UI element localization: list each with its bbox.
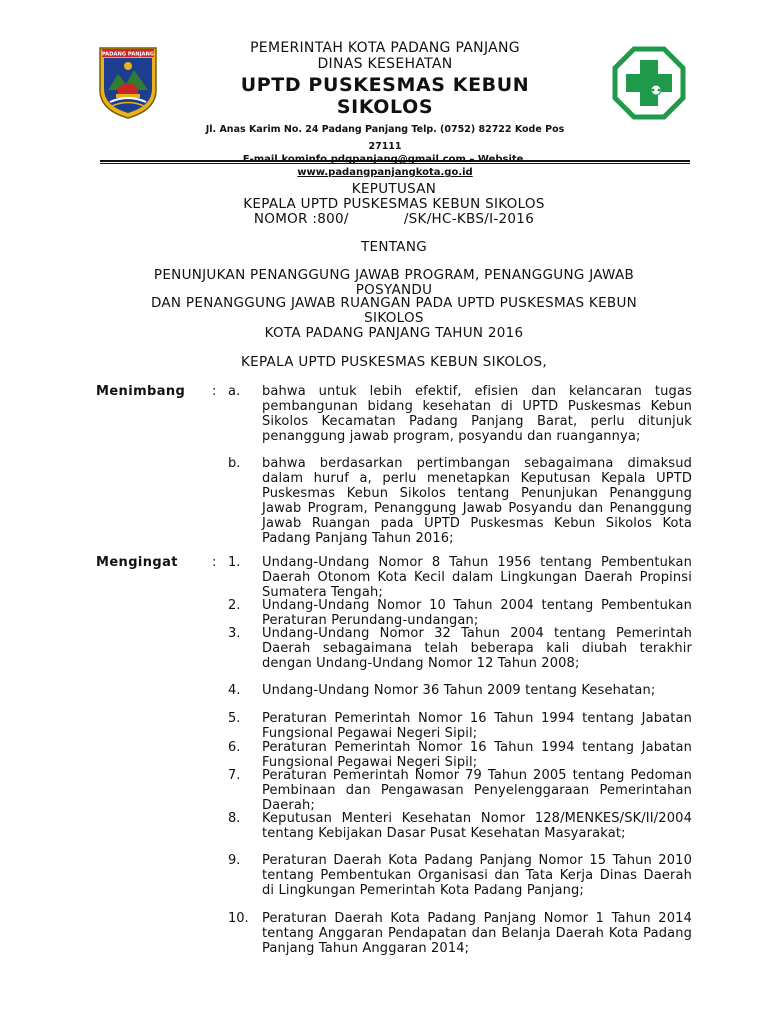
decree-number: NOMOR :800/ /SK/HC-KBS/I-2016 bbox=[253, 211, 535, 227]
item-text: Peraturan Pemerintah Nomor 79 Tahun 2005 tentang Pedoman Pembinaan dan Pengawasan Penyelenggaraan Pemerintahan Daerah; bbox=[262, 768, 692, 813]
item-text: Keputusan Menteri Kesehatan Nomor 128/MENKES/SK/II/2004 tentang Kebijakan Dasar Pusat Kesehatan Masyarakat; bbox=[262, 811, 692, 841]
item-marker: b. bbox=[228, 456, 241, 471]
letterhead-rule-thin bbox=[100, 163, 690, 164]
department-name: DINAS KESEHATAN bbox=[317, 56, 453, 72]
website-separator: – Website. bbox=[465, 154, 528, 165]
item-text: bahwa berdasarkan pertimbangan sebagaimana dimaksud dalam huruf a, perlu menetapkan Keputusan Kepala UPTD Puskesmas Kebun Sikolos tentang Penunjukan Penanggung Jawab Program, Penanggung Jawab Posyandu dan Penanggung Jawab Ruangan pada UPTD Puskesmas Kebun Sikolos Kota Padang Panjang Tahun 2016; bbox=[262, 456, 692, 546]
address-line: Jl. Anas Karim No. 24 Padang Panjang Telp. (0752) 82722 Kode Pos bbox=[205, 124, 565, 135]
item-marker: 10. bbox=[228, 911, 249, 926]
item-marker: a. bbox=[228, 384, 241, 399]
decree-issuer: KEPALA UPTD PUSKESMAS KEBUN SIKOLOS bbox=[243, 196, 545, 212]
item-text: Peraturan Pemerintah Nomor 16 Tahun 1994 tentang Jabatan Fungsional Pegawai Negeri Sipil; bbox=[262, 740, 692, 770]
item-text: Undang-Undang Nomor 32 Tahun 2004 tentang Pemerintah Daerah sebagaimana telah beberapa kali diubah terakhir dengan Undang-Undang Nomor 12 Tahun 2008; bbox=[262, 626, 692, 671]
item-marker: 9. bbox=[228, 853, 241, 868]
padang-panjang-emblem bbox=[96, 44, 160, 120]
item-marker: 2. bbox=[228, 598, 241, 613]
decree-subject-5: KOTA PADANG PANJANG TAHUN 2016 bbox=[264, 325, 524, 341]
svg-text:PADANG PANJANG: PADANG PANJANG bbox=[101, 51, 155, 58]
item-marker: 1. bbox=[228, 555, 241, 570]
item-marker: 4. bbox=[228, 683, 241, 698]
decree-subject-2: POSYANDU bbox=[355, 282, 433, 298]
decree-heading: KEPUTUSAN bbox=[351, 181, 437, 197]
government-name: PEMERINTAH KOTA PADANG PANJANG bbox=[250, 40, 520, 56]
decree-subject-3: DAN PENANGGUNG JAWAB RUANGAN PADA UPTD PUSKESMAS KEBUN bbox=[150, 295, 638, 311]
item-text: Undang-Undang Nomor 10 Tahun 2004 tentang Pembentukan Peraturan Perundang-undangan; bbox=[262, 598, 692, 628]
item-text: Peraturan Pemerintah Nomor 16 Tahun 1994 tentang Jabatan Fungsional Pegawai Negeri Sipil; bbox=[262, 711, 692, 741]
website-line bbox=[200, 167, 570, 178]
website-link[interactable]: www.padangpanjangkota.go.id bbox=[297, 167, 473, 178]
letterhead bbox=[200, 40, 570, 178]
menimbang-label: Menimbang bbox=[96, 384, 186, 399]
item-text: Peraturan Daerah Kota Padang Panjang Nomor 15 Tahun 2010 tentang Pembentukan Organisasi dan Tata Kerja Dinas Daerah di Lingkungan Pemerintah Kota Padang Panjang; bbox=[262, 853, 692, 898]
item-text: Undang-Undang Nomor 8 Tahun 1956 tentang Pembentukan Daerah Otonom Kota Kecil dalam Lingkungan Daerah Propinsi Sumatera Tengah; bbox=[262, 555, 692, 600]
institution-name: UPTD PUSKESMAS KEBUN bbox=[240, 74, 530, 96]
institution-name-2: SIKOLOS bbox=[336, 96, 434, 118]
item-marker: 7. bbox=[228, 768, 241, 783]
item-text: bahwa untuk lebih efektif, efisien dan kelancaran tugas pembangunan bidang kesehatan di UPTD Puskesmas Kebun Sikolos Kecamatan Padang Panjang Barat, perlu ditunjuk penanggung jawab program, posyandu dan ruangannya; bbox=[262, 384, 692, 444]
menimbang-colon: : bbox=[212, 384, 217, 399]
decree-subject-4: SIKOLOS bbox=[364, 310, 424, 326]
decree-subject-1: PENUNJUKAN PENANGGUNG JAWAB PROGRAM, PENANGGUNG JAWAB bbox=[153, 267, 635, 283]
item-marker: 8. bbox=[228, 811, 241, 826]
puskesmas-logo bbox=[612, 46, 686, 120]
item-marker: 6. bbox=[228, 740, 241, 755]
about-heading: TENTANG bbox=[361, 239, 427, 255]
item-marker: 3. bbox=[228, 626, 241, 641]
item-text: Peraturan Daerah Kota Padang Panjang Nomor 1 Tahun 2014 tentang Anggaran Pendapatan dan Belanja Daerah Kota Padang Panjang Tahun Anggaran 2014; bbox=[262, 911, 692, 956]
email-link[interactable]: E-mail.kominfo.pdgpanjang@gmail.com bbox=[242, 154, 466, 165]
item-marker: 5. bbox=[228, 711, 241, 726]
postal-code: 27111 bbox=[368, 141, 402, 152]
mengingat-label: Mengingat bbox=[96, 555, 178, 570]
official-title: KEPALA UPTD PUSKESMAS KEBUN SIKOLOS, bbox=[240, 354, 548, 370]
item-text: Undang-Undang Nomor 36 Tahun 2009 tentang Kesehatan; bbox=[262, 683, 656, 698]
letterhead-rule bbox=[100, 160, 690, 162]
mengingat-colon: : bbox=[212, 555, 217, 570]
